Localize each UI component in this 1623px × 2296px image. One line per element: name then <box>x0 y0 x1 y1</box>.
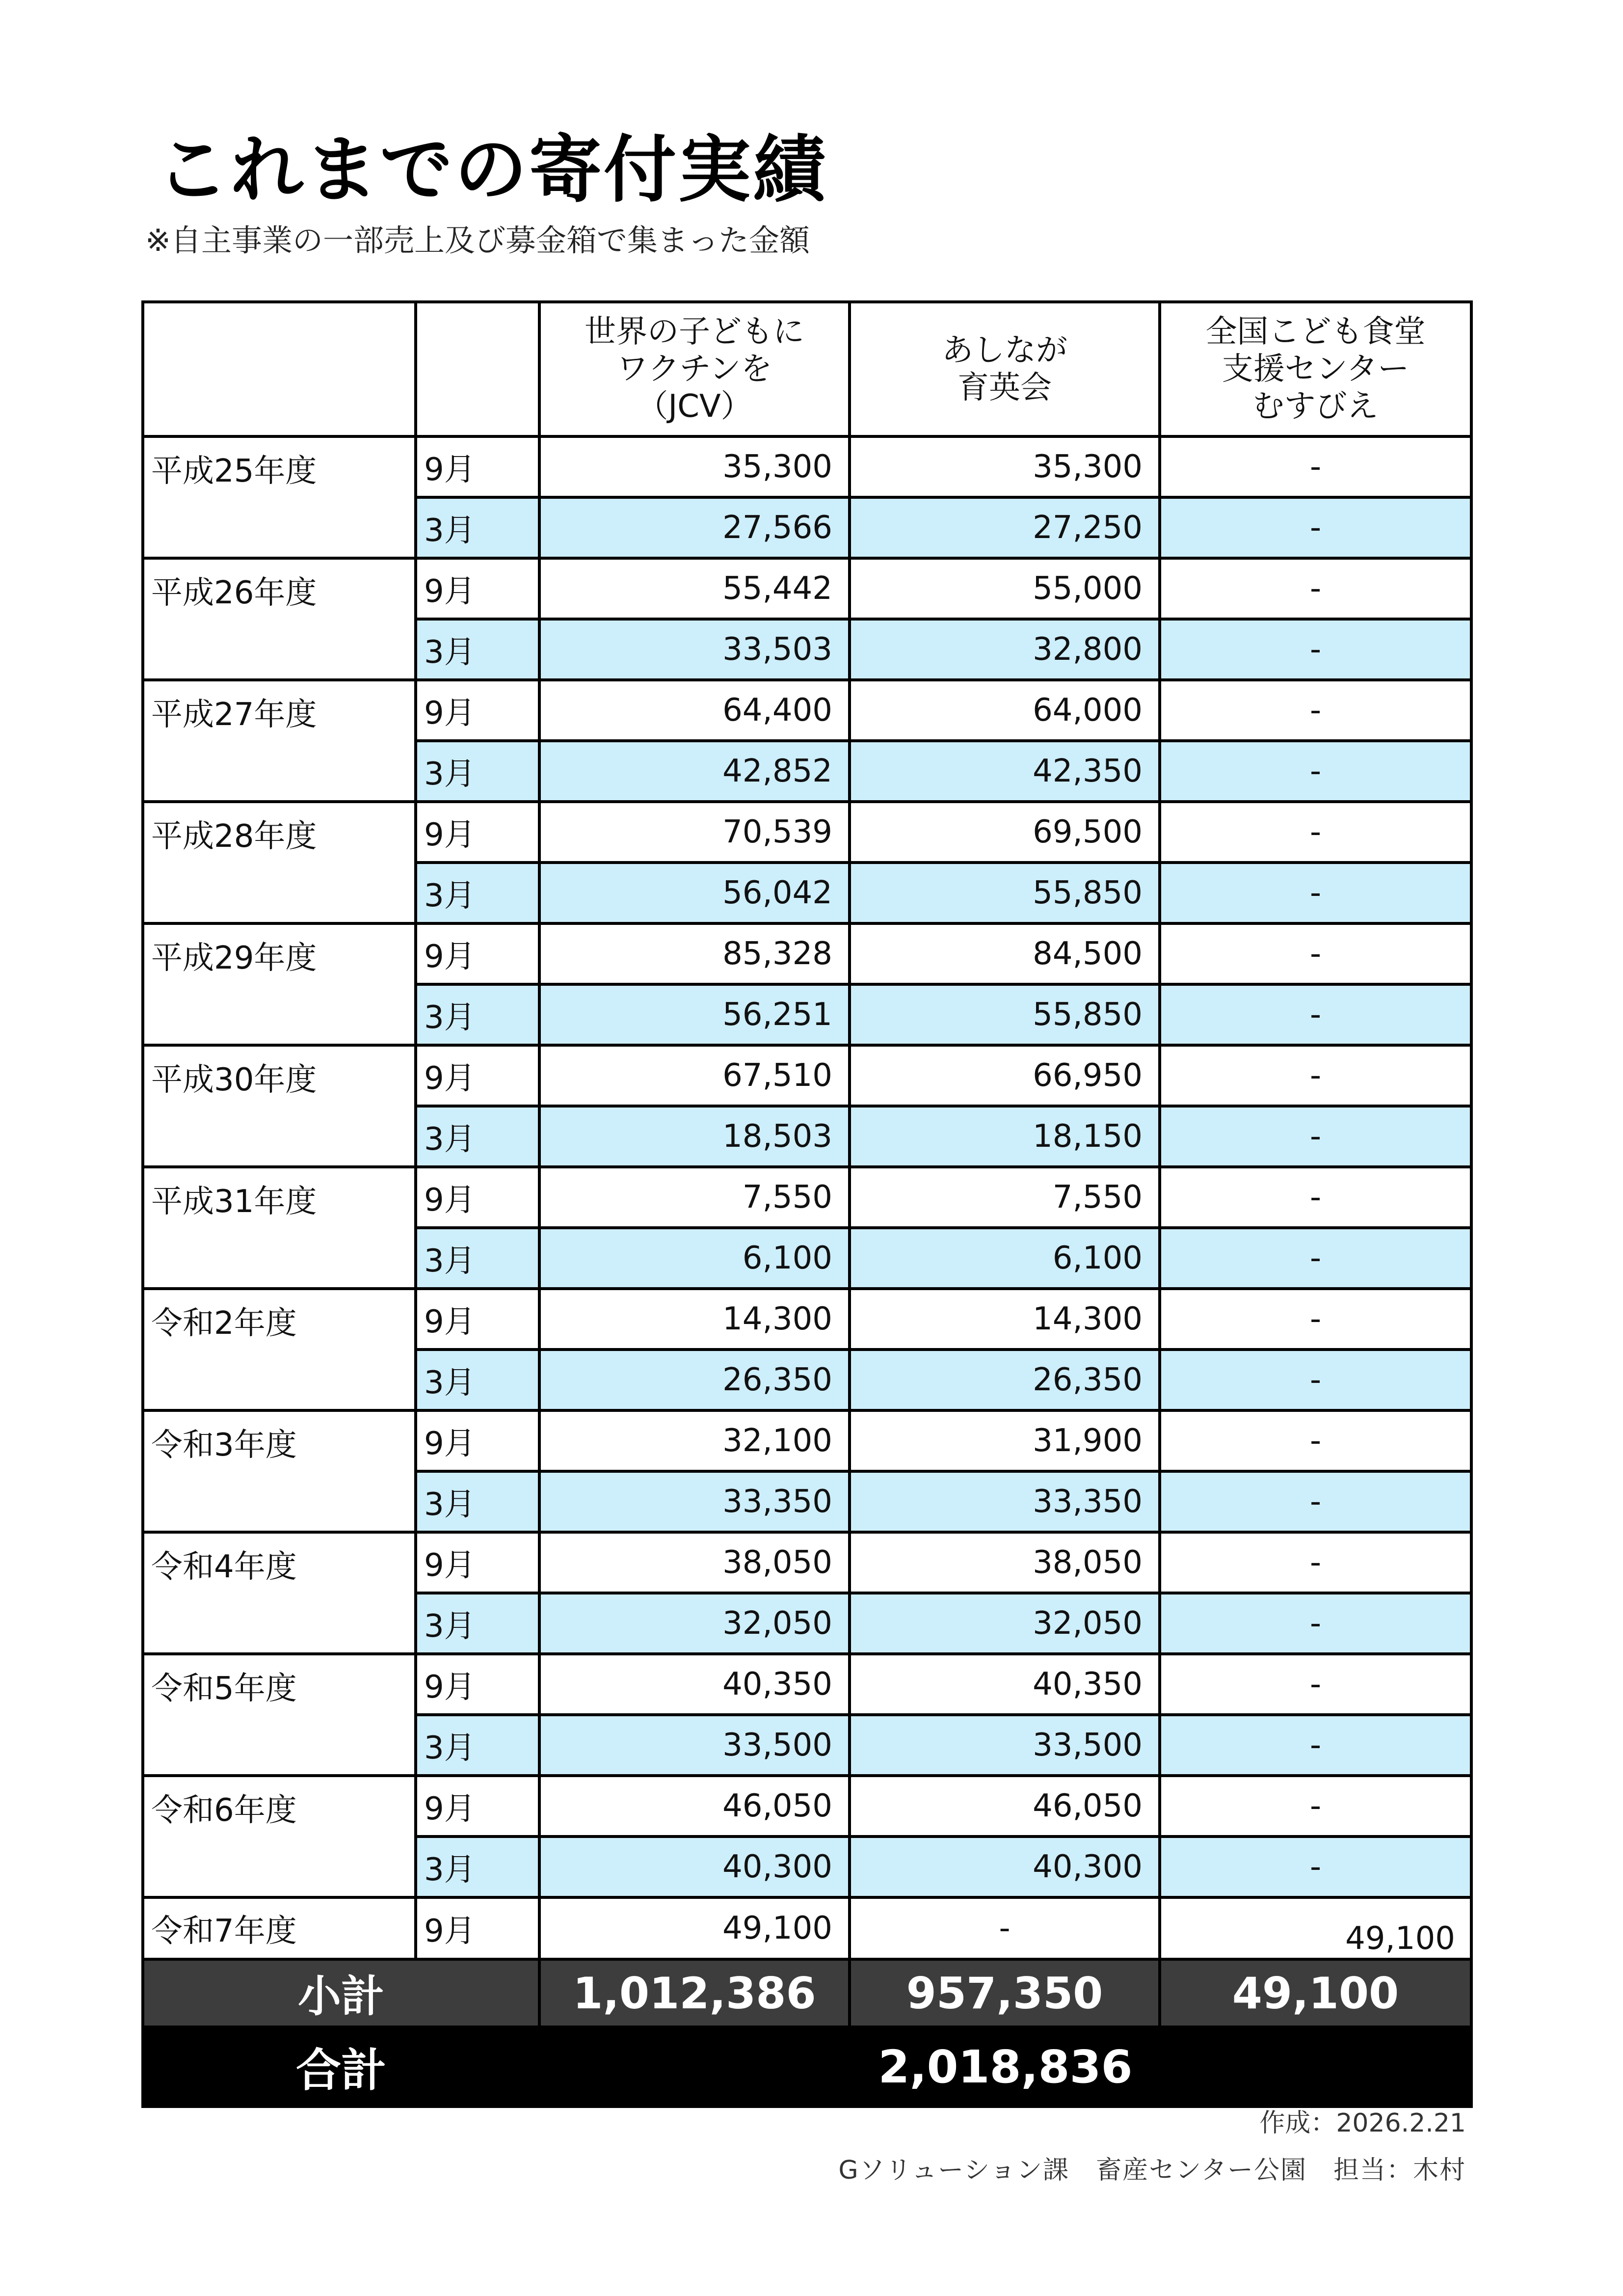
month-label: 3月 <box>416 1471 539 1532</box>
jcv-amount: 64,400 <box>539 680 850 741</box>
table-row <box>143 1897 1471 1959</box>
year-label: 平成27年度 <box>143 680 416 802</box>
month-label: 3月 <box>416 619 539 680</box>
jcv-amount: 42,852 <box>539 741 850 802</box>
month-label: 9月 <box>416 1897 539 1959</box>
musubie-amount: - <box>1160 558 1471 619</box>
header-musubie <box>1160 302 1471 436</box>
month-label: 9月 <box>416 680 539 741</box>
total-row <box>143 2027 1471 2107</box>
musubie-amount: - <box>1160 1228 1471 1289</box>
creation-date: 作成：2026.2.21 <box>1259 2108 1466 2138</box>
jcv-amount: 32,050 <box>539 1593 850 1654</box>
jcv-amount: 32,100 <box>539 1410 850 1471</box>
musubie-amount: - <box>1160 1410 1471 1471</box>
jcv-amount: 70,539 <box>539 802 850 863</box>
table-row <box>143 436 1471 497</box>
table-row <box>143 1776 1471 1837</box>
table-header-row <box>143 302 1471 436</box>
ashinaga-amount: 40,300 <box>850 1837 1160 1897</box>
subtotal-label: 小計 <box>143 1959 539 2027</box>
musubie-amount: - <box>1160 1776 1471 1837</box>
header-jcv-line2: ワクチンを <box>616 351 772 387</box>
jcv-amount: 40,300 <box>539 1837 850 1897</box>
year-label: 平成25年度 <box>143 436 416 558</box>
ashinaga-amount: 18,150 <box>850 1106 1160 1167</box>
jcv-amount: 38,050 <box>539 1532 850 1593</box>
musubie-amount: - <box>1160 802 1471 863</box>
musubie-amount: - <box>1160 1593 1471 1654</box>
ashinaga-amount: 64,000 <box>850 680 1160 741</box>
table-row <box>143 1654 1471 1715</box>
subtotal-row <box>143 1959 1471 2027</box>
page-title: これまでの寄付実績 <box>156 128 827 212</box>
jcv-amount: 49,100 <box>539 1897 850 1959</box>
ashinaga-amount: 38,050 <box>850 1532 1160 1593</box>
month-label: 9月 <box>416 1410 539 1471</box>
table-row <box>143 1410 1471 1471</box>
jcv-amount: 27,566 <box>539 497 850 558</box>
jcv-amount: 33,503 <box>539 619 850 680</box>
ashinaga-amount: 55,850 <box>850 863 1160 923</box>
ashinaga-amount: 32,050 <box>850 1593 1160 1654</box>
header-ashinaga <box>850 302 1160 436</box>
ashinaga-amount: 26,350 <box>850 1350 1160 1410</box>
month-label: 9月 <box>416 1654 539 1715</box>
jcv-amount: 56,251 <box>539 984 850 1045</box>
month-label: 3月 <box>416 1715 539 1776</box>
jcv-amount: 67,510 <box>539 1045 850 1106</box>
musubie-amount: - <box>1160 1350 1471 1410</box>
total-value: 2,018,836 <box>539 2027 1471 2107</box>
month-label: 3月 <box>416 1593 539 1654</box>
musubie-amount: - <box>1160 1045 1471 1106</box>
month-label: 9月 <box>416 923 539 984</box>
jcv-amount: 26,350 <box>539 1350 850 1410</box>
ashinaga-amount: 33,350 <box>850 1471 1160 1532</box>
ashinaga-amount: 46,050 <box>850 1776 1160 1837</box>
table-row <box>143 923 1471 984</box>
header-jcv-line1: 世界の子どもに <box>585 314 804 350</box>
jcv-amount: 14,300 <box>539 1289 850 1350</box>
musubie-amount: - <box>1160 1654 1471 1715</box>
musubie-amount: - <box>1160 863 1471 923</box>
header-empty-month <box>416 302 539 436</box>
month-label: 3月 <box>416 1228 539 1289</box>
musubie-amount: - <box>1160 1837 1471 1897</box>
page-subtitle: ※自主事業の一部売上及び募金箱で集まった金額 <box>145 222 810 258</box>
ashinaga-amount: 35,300 <box>850 436 1160 497</box>
jcv-amount: 55,442 <box>539 558 850 619</box>
month-label: 3月 <box>416 863 539 923</box>
ashinaga-amount: 69,500 <box>850 802 1160 863</box>
year-label: 令和7年度 <box>143 1897 416 1959</box>
ashinaga-amount: 14,300 <box>850 1289 1160 1350</box>
musubie-amount: - <box>1160 984 1471 1045</box>
month-label: 3月 <box>416 1837 539 1897</box>
ashinaga-amount: 42,350 <box>850 741 1160 802</box>
ashinaga-amount: 55,000 <box>850 558 1160 619</box>
musubie-amount: - <box>1160 1289 1471 1350</box>
header-jcv-line3: （JCV） <box>637 388 752 425</box>
musubie-amount: - <box>1160 680 1471 741</box>
table-row <box>143 680 1471 741</box>
jcv-amount: 35,300 <box>539 436 850 497</box>
year-label: 令和5年度 <box>143 1654 416 1776</box>
year-label: 令和3年度 <box>143 1410 416 1532</box>
jcv-amount: 18,503 <box>539 1106 850 1167</box>
ashinaga-amount: 33,500 <box>850 1715 1160 1776</box>
header-musubie-line3: むすびえ <box>1252 388 1379 425</box>
header-ashinaga-line2: 育英会 <box>958 370 1052 406</box>
month-label: 3月 <box>416 984 539 1045</box>
subtotal-ashinaga: 957,350 <box>850 1959 1160 2027</box>
musubie-amount: - <box>1160 1715 1471 1776</box>
ashinaga-amount: 7,550 <box>850 1167 1160 1228</box>
month-label: 3月 <box>416 741 539 802</box>
month-label: 9月 <box>416 558 539 619</box>
jcv-amount: 85,328 <box>539 923 850 984</box>
table-row <box>143 1045 1471 1106</box>
ashinaga-amount: 66,950 <box>850 1045 1160 1106</box>
month-label: 9月 <box>416 1045 539 1106</box>
musubie-amount: - <box>1160 1471 1471 1532</box>
header-jcv <box>539 302 850 436</box>
musubie-amount: - <box>1160 619 1471 680</box>
ashinaga-amount: 84,500 <box>850 923 1160 984</box>
header-ashinaga-line1: あしなが <box>942 332 1067 369</box>
year-label: 平成31年度 <box>143 1167 416 1289</box>
jcv-amount: 7,550 <box>539 1167 850 1228</box>
table-row <box>143 1289 1471 1350</box>
author-credit: Gソリューション課 畜産センター公園 担当：木村 <box>838 2156 1466 2185</box>
year-label: 令和6年度 <box>143 1776 416 1897</box>
total-label: 合計 <box>143 2027 539 2107</box>
jcv-amount: 6,100 <box>539 1228 850 1289</box>
musubie-amount: - <box>1160 923 1471 984</box>
jcv-amount: 33,350 <box>539 1471 850 1532</box>
month-label: 9月 <box>416 1532 539 1593</box>
month-label: 9月 <box>416 436 539 497</box>
ashinaga-amount: 55,850 <box>850 984 1160 1045</box>
header-empty-year <box>143 302 416 436</box>
year-label: 平成26年度 <box>143 558 416 680</box>
month-label: 9月 <box>416 1167 539 1228</box>
month-label: 3月 <box>416 1350 539 1410</box>
musubie-amount: - <box>1160 497 1471 558</box>
month-label: 9月 <box>416 1289 539 1350</box>
year-label: 平成29年度 <box>143 923 416 1045</box>
table-row <box>143 1167 1471 1228</box>
year-label: 平成30年度 <box>143 1045 416 1167</box>
jcv-amount: 40,350 <box>539 1654 850 1715</box>
month-label: 3月 <box>416 497 539 558</box>
musubie-amount: - <box>1160 1106 1471 1167</box>
month-label: 9月 <box>416 802 539 863</box>
subtotal-jcv: 1,012,386 <box>539 1959 850 2027</box>
header-musubie-line2: 支援センター <box>1222 351 1410 387</box>
musubie-amount: - <box>1160 1167 1471 1228</box>
jcv-amount: 46,050 <box>539 1776 850 1837</box>
jcv-amount: 33,500 <box>539 1715 850 1776</box>
donation-table <box>141 300 1473 2108</box>
ashinaga-amount: 32,800 <box>850 619 1160 680</box>
ashinaga-amount: 27,250 <box>850 497 1160 558</box>
table-row <box>143 558 1471 619</box>
year-label: 平成28年度 <box>143 802 416 923</box>
month-label: 3月 <box>416 1106 539 1167</box>
ashinaga-amount: - <box>850 1897 1160 1959</box>
table-row <box>143 1532 1471 1593</box>
year-label: 令和4年度 <box>143 1532 416 1654</box>
jcv-amount: 56,042 <box>539 863 850 923</box>
subtotal-musubie: 49,100 <box>1160 1959 1471 2027</box>
month-label: 9月 <box>416 1776 539 1837</box>
header-musubie-line1: 全国こども食堂 <box>1205 314 1426 350</box>
musubie-amount: - <box>1160 436 1471 497</box>
musubie-amount: - <box>1160 1532 1471 1593</box>
year-label: 令和2年度 <box>143 1289 416 1410</box>
ashinaga-amount: 6,100 <box>850 1228 1160 1289</box>
table-row <box>143 802 1471 863</box>
musubie-amount: 49,100 <box>1160 1897 1471 1959</box>
ashinaga-amount: 31,900 <box>850 1410 1160 1471</box>
ashinaga-amount: 40,350 <box>850 1654 1160 1715</box>
musubie-amount: - <box>1160 741 1471 802</box>
